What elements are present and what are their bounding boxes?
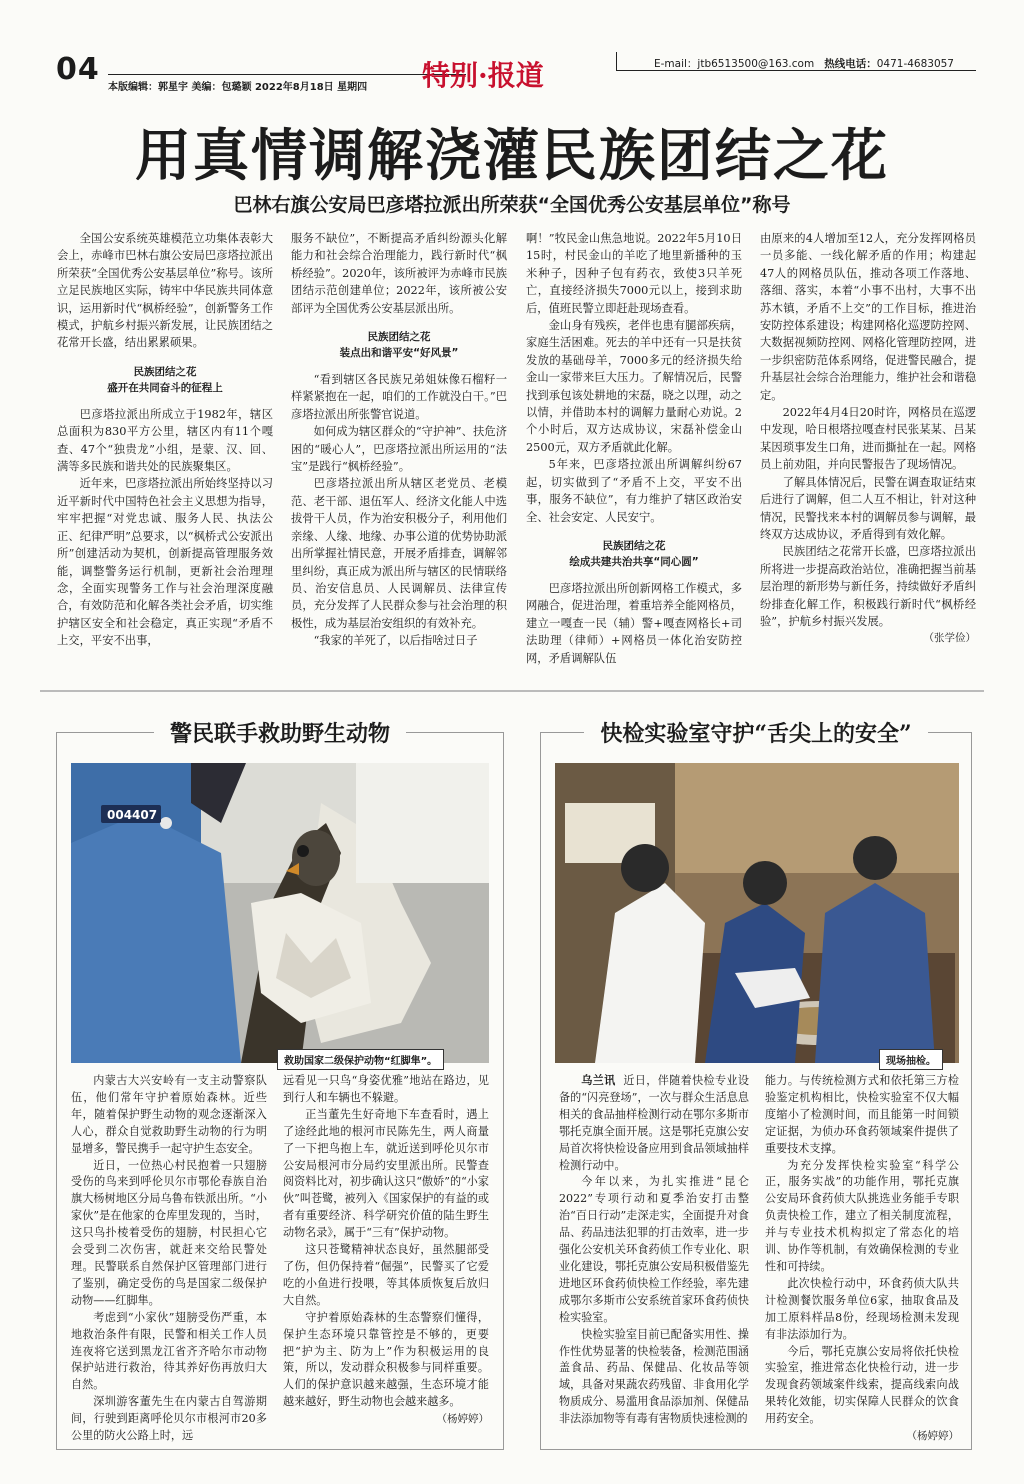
paragraph: 巴彦塔拉派出所创新网格工作模式，多网融合，促进治理，着重培养全能网格员，建立一嘎查一民（辅）警+嘎查网格长+司法助理（律师）+网格员一体化治安防控网，矛盾调解队伍: [526, 581, 742, 665]
wildlife-signoff: （杨婷婷）: [436, 1413, 489, 1426]
phone: 0471-4683057: [876, 58, 954, 70]
food-lab-col-1: [559, 1073, 749, 1443]
paragraph: 近年来，巴彦塔拉派出所始终坚持以习近平新时代中国特色社会主义思想为指导，牢牢把握“对党忠诚、服务人民、执法公正、纪律严明”总要求，以“枫桥式公安派出所”创建活动为契机，创新提高管理服务效能，调整警务运行机制，更新社会治理理念，全面实现警务工作与社会治理深度融合，有效防范和化解各类社会矛盾，切实维护辖区安全和社会稳定，真正实现“矛盾不上交，平安不出事，: [57, 477, 273, 648]
paragraph: 金山身有残疾，老伴也患有腿部疾病，家庭生活困难。死去的羊中还有一只是扶贫发放的基础母羊，7000多元的经济损失给金山一家带来巨大压力。了解情况后，民警找到承包该处耕地的宋磊，晓之以理，动之以情，并借助本村的调解力量耐心劝说。2个小时后，双方达成协议，宋磊补偿金山2500元，双方矛盾就此化解。: [526, 319, 742, 454]
wildlife-title: 警民联手救助野生动物: [154, 721, 406, 747]
food-lab-col-2: [765, 1073, 959, 1443]
falcon-photo: [71, 763, 489, 1063]
paragraph: 由原来的4人增加至12人，充分发挥网格员一员多能、一线化解矛盾的作用；构建起47人的网格员队伍，推动各项工作落地、落细、落实，本着“小事不出村，大事不出苏木镇，矛盾不上交”的工作目标，推进治安防控体系建设；构建网格化巡逻防控网、大数据视频防控网、网格化管理防控网，进一步织密防范体系网络，促进警民融合，提升基层社会综合治理能力，维护社会和谐稳定。: [760, 232, 976, 402]
food-lab-byline: 乌兰讯: [581, 1074, 616, 1087]
headline: 用真情调解浇灌民族团结之花: [135, 123, 889, 189]
wildlife-columns: [57, 1073, 503, 1443]
paragraph: 今年以来，为扎实推进“昆仑2022”专项行动和夏季治安打击整治“百日行动”走深走实，全面提升对食品、药品违法犯罪的打击效率，进一步强化公安机关环食药侦工作专业化、职业化建设，鄂托克旗公安局积极借鉴先进地区环食药侦快检工作经验，率先建成鄂尔多斯市公安系统首家环食药侦快检实验室。: [559, 1175, 749, 1324]
falcon-photo-illustration: [71, 763, 489, 1063]
paragraph: 全国公安系统英雄模范立功集体表彰大会上，赤峰市巴林右旗公安局巴彦塔拉派出所荣获“全国优秀公安基层单位”称号。该所立足民族地区实际，铸牢中华民族共同体意识，运用新时代“枫桥经验”，创新警务工作模式，护航乡村振兴新发展，让民族团结之花常开长盛，结出累累硕果。: [57, 232, 273, 350]
falcon-photo-caption: 救助国家二级保护动物“红脚隼”。: [277, 1049, 444, 1070]
paragraph: 能力。与传统检测方式和依托第三方检验鉴定机构相比，快检实验室不仅大幅度缩小了检测时间，而且能第一时间锁定证据，为侦办环食药领域案件提供了重要技术支撑。: [765, 1074, 959, 1155]
main-subtitle-2: 民族团结之花 装点出和谐平安“好风景”: [339, 331, 459, 360]
contact-separator: [616, 52, 617, 71]
main-signoff: （张学俭）: [923, 632, 976, 645]
paragraph: 如何成为辖区群众的“守护神”、扶危济困的“暖心人”，巴彦塔拉派出所运用的“法宝”是践行“枫桥经验”。: [291, 425, 507, 474]
wildlife-col-1: [71, 1073, 267, 1443]
main-col1-paragraphs: [57, 230, 273, 352]
inspection-photo-illustration: [555, 763, 959, 1063]
wildlife-story-box: [56, 721, 504, 1450]
main-col1b-paragraphs: [57, 406, 273, 650]
police-badge-number: 004407: [107, 808, 158, 822]
food-lab-lead: 近日，伴随着快检专业设备的“闪亮登场”，一次与群众生活息息相关的食品抽样检测行动在鄂尔多斯市鄂托克旗全面开展。这是鄂托克旗公安局首次将快检设备应用到食品领域抽样检测行动中。: [559, 1074, 749, 1172]
editors-line: 本版编辑：郭星宇 美编：包璐颖 2022年8月18日 星期四: [108, 82, 368, 93]
wildlife-title-wrap: [57, 717, 503, 748]
food-lab-signoff: （杨婷婷）: [906, 1430, 959, 1443]
paragraph: 了解具体情况后，民警在调查取证结束后进行了调解，但二人互不相让，针对这种情况，民警找来本村的调解员参与调解，最终双方达成协议，矛盾得到有效化解。: [760, 475, 976, 541]
inspection-photo: [555, 763, 959, 1063]
main-col-2: [291, 230, 507, 670]
paragraph: 服务不缺位”，不断提高矛盾纠纷源头化解能力和社会综合治理能力，践行新时代“枫桥经验”。2020年，该所被评为赤峰市民族团结示范创建单位；2022年，该所被公安部评为全国优秀公安基层派出所。: [291, 232, 507, 315]
wildlife-col1-paragraphs: [71, 1073, 267, 1443]
food-lab-title: 快检实验室守护“舌尖上的安全”: [584, 721, 927, 747]
food-lab-story-box: [540, 721, 972, 1450]
food-lab-col1-paragraphs: [559, 1174, 749, 1428]
section-divider: [40, 690, 984, 692]
main-col3b-paragraphs: [526, 580, 742, 667]
section-title: 特别·报道: [422, 59, 544, 92]
paragraph: 巴彦塔拉派出所成立于1982年，辖区总面积为830平方公里，辖区内有11个嘎查、47个“独贵龙”小组，是蒙、汉、回、满等多民族和谐共处的民族聚集区。: [57, 407, 273, 474]
paragraph: 巴彦塔拉派出所从辖区老党员、老模范、老干部、退伍军人、经济文化能人中选拔骨干人员，作为治安积极分子，利用他们亲缘、人缘、地缘、办事公道的优势协助派出所掌握社情民意，开展矛盾排查，调解邻里纠纷，真正成为派出所与辖区的民情联络员、治安信息员、人民调解员、法律宣传员，充分发挥了人民群众参与社会治理的积极性，成为基层治安组织的有效补充。: [291, 477, 507, 630]
paragraph: “看到辖区各民族兄弟姐妹像石榴籽一样紧紧抱在一起，咱们的工作就没白干。”巴彦塔拉派出所张警官说道。: [291, 373, 507, 421]
main-subtitle-1: 民族团结之花 盛开在共同奋斗的征程上: [107, 365, 223, 394]
paragraph: 内蒙古大兴安岭有一支主动警察队伍，他们常年守护着原始森林。近些年，随着保护野生动物的观念逐渐深入人心，群众自觉救助野生动物的行为明显增多，警民携手一起守护生态安全。: [71, 1074, 267, 1155]
main-col-1: [57, 230, 273, 670]
masthead: [56, 50, 976, 100]
paragraph: 为充分发挥快检实验室“科学公正，服务实战”的功能作用，鄂托克旗公安局环食药侦大队挑选业务能手专职负责快检工作，建立了相关制度流程，并与专业技术机构拟定了常态化的培训、协作等机制，有效确保检测的专业性和可持续。: [765, 1158, 959, 1273]
main-subtitle-3: 民族团结之花 绘成共建共治共享“同心圆”: [569, 539, 699, 568]
main-col-4: [760, 230, 976, 670]
paragraph: 民族团结之花常开长盛，巴彦塔拉派出所将进一步提高政治站位，准确把握当前基层治理的新形势与新任务，持续做好矛盾纠纷排查化解工作，积极践行新时代“枫桥经验”，护航乡村振兴发展。: [760, 545, 976, 628]
paragraph: 远看见一只鸟“身姿优雅”地站在路边，见到行人和车辆也不躲避。: [283, 1074, 489, 1104]
wildlife-col2-paragraphs: [283, 1073, 489, 1411]
main-col3-paragraphs: [526, 230, 742, 526]
page-number: 04: [56, 52, 100, 87]
contact-line: [654, 56, 954, 71]
paragraph: 2022年4月4日20时许，网格员在巡逻中发现，哈日根塔拉嘎查村民张某某、吕某某因琐事发生口角，进而撕扯在一起。网格员上前劝阻，并向民警报告了现场情况。: [760, 406, 976, 472]
food-lab-col2-paragraphs: [765, 1073, 959, 1428]
inspection-photo-caption: 现场抽检。: [879, 1049, 943, 1070]
paragraph: “我家的羊死了，以后指啥过日子: [313, 634, 478, 648]
paragraph: 快检实验室目前已配备实用性、操作性优势显著的快检装备，检测范围涵盖食品、药品、保健品、化妆品等领域，具备对果蔬农药残留、非食用化学物质成分、易滥用食品添加剂、保健品非法添加物等有毒有害物质快速检测的: [559, 1327, 749, 1426]
paragraph: 近日，一位热心村民抱着一只翅膀受伤的鸟来到呼伦贝尔市鄂伦春族自治旗大杨树地区分局乌鲁布铁派出所。“小家伙”是在他家的仓库里发现的，当时，这只鸟扑棱着受伤的翅膀，村民担心它会受到二次伤害，就赶来交给民警处理。民警联系自然保护区管理部门进行了鉴别，确定受伤的鸟是国家二级保护动物——红脚隼。: [71, 1158, 267, 1307]
paragraph: 此次快检行动中，环食药侦大队共计检测餐饮服务单位6家，抽取食品及加工原料样品8份，经现场检测未发现有非法添加行为。: [765, 1276, 959, 1341]
main-col4-paragraphs: [760, 230, 976, 630]
paragraph: 深圳游客董先生在内蒙古自驾游期间，行驶到距离呼伦贝尔市根河市20多公里的防火公路上时，远: [71, 1395, 267, 1443]
wildlife-col-2: [283, 1073, 489, 1443]
paragraph: 守护着原始森林的生态警察们懂得，保护生态环境只靠管控是不够的，更要把“护为主、防为上”作为积极运用的良策，所以，发动群众积极参与同样重要。人们的保护意识越来越强，生态环境才能越来越好，野生动物也会越来越多。: [283, 1310, 489, 1409]
main-col2-paragraphs: [291, 230, 507, 317]
email-label: E-mail：: [654, 58, 698, 70]
main-col2b-paragraphs: [291, 371, 507, 650]
masthead-rule: [108, 74, 466, 75]
paragraph: 这只苍鹭精神状态良好，虽然腿部受了伤，但仍保持着“倔强”，民警买了它爱吃的小鱼进行投喂，等其体质恢复后放归大自然。: [283, 1243, 489, 1307]
main-col-3: [526, 230, 742, 670]
paragraph: 正当董先生好奇地下车查看时，遇上了途经此地的根河市民陈先生，两人商量了一下把鸟抱上车，就近送到呼伦贝尔市公安局根河市分局约安里派出所。民警查阅资料比对，初步确认这只“傲娇”的“小家伙”叫苍鹭，被列入《国家保护的有益的或者有重要经济、科学研究价值的陆生野生动物名录》，属于“三有”保护动物。: [283, 1107, 489, 1240]
subheadline: 巴林右旗公安局巴彦塔拉派出所荣获“全国优秀公安基层单位”称号: [233, 194, 791, 216]
paragraph: 啊！”牧民金山焦急地说。2022年5月10日15时，村民金山的羊吃了地里新播种的玉米种子，因种子包有药衣，致使3只羊死亡，直接经济损失7000元以上，接到求助后，值班民警立即赶赴现场查看。: [526, 232, 742, 315]
main-story-columns: [57, 230, 977, 670]
paragraph: 考虑到“小家伙”翅膀受伤严重，本地救治条件有限，民警和相关工作人员连夜将它送到黑龙江省齐齐哈尔市动物保护站进行救治，待其养好伤再放归大自然。: [71, 1310, 267, 1392]
phone-label: 热线电话：: [824, 58, 877, 70]
email: jtb6513500@163.com: [697, 58, 815, 70]
paragraph: 5年来，巴彦塔拉派出所调解纠纷67起，切实做到了“矛盾不上交，平安不出事，服务不缺位”，有力维护了辖区政治安全、社会安定、人民安宁。: [526, 458, 742, 524]
food-lab-columns: [541, 1073, 971, 1443]
food-lab-title-wrap: [541, 717, 971, 748]
paragraph: 今后，鄂托克旗公安局将依托快检实验室，推进常态化快检行动，进一步发现食药领域案件线索，提高线索向战果转化效能，切实保障人民群众的饮食用药安全。: [765, 1344, 959, 1426]
contact-rule: [616, 70, 976, 71]
